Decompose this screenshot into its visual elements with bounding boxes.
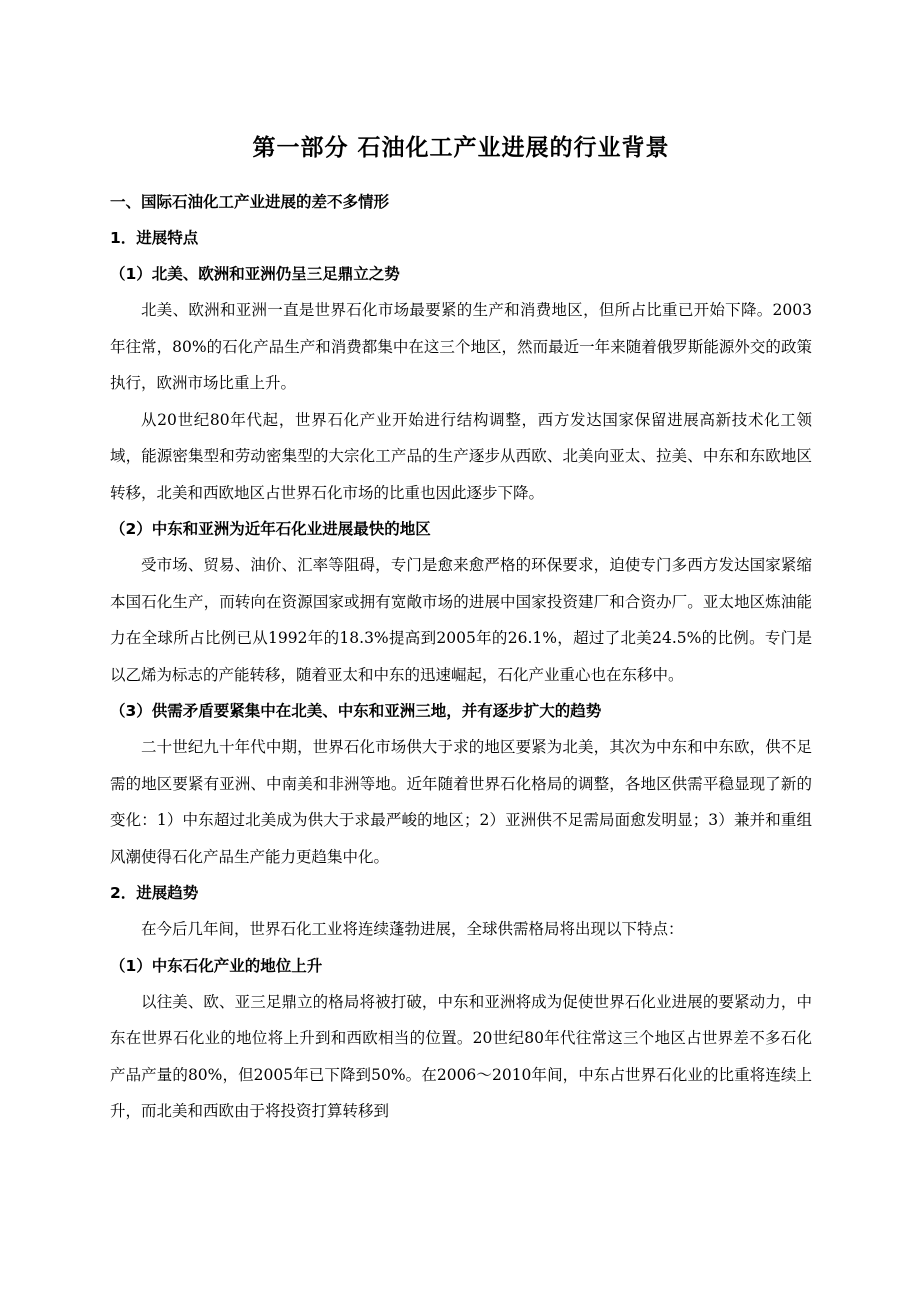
- subsection-heading-features: 1．进展特点: [110, 229, 199, 247]
- paragraph: 受市场、贸易、油价、汇率等阻碍，专门是愈来愈严格的环保要求，迫使专门多西方发达国家紧缩本国石化生产，而转向在资源国家或拥有宽敞市场的进展中国家投资建厂和合资办厂。亚太地区炼油能力在全球所占比例已从1992年的18.3%提高到2005年的26.1%，超过了北美24.5%的比例。专门是以乙烯为标志的产能转移，随着亚太和中东的迅速崛起，石化产业重心也在东移中。: [110, 556, 812, 684]
- point-heading-2: （2）中东和亚洲为近年石化业进展最快的地区: [110, 520, 431, 538]
- paragraph: 北美、欧洲和亚洲一直是世界石化市场最要紧的生产和消费地区，但所占比重已开始下降。2003年往常，80%的石化产品生产和消费都集中在这三个地区，然而最近一年来随着俄罗斯能源外交的政策执行，欧洲市场比重上升。: [110, 301, 812, 392]
- paragraph: 在今后几年间，世界石化工业将连续蓬勃进展，全球供需格局将出现以下特点：: [141, 920, 684, 938]
- subsection-heading-trends: 2．进展趋势: [110, 884, 199, 902]
- section-heading: 一、国际石油化工产业进展的差不多情形: [110, 193, 390, 211]
- trend-heading-1: （1）中东石化产业的地位上升: [110, 956, 323, 975]
- document-page: [110, 128, 812, 1130]
- paragraph: 二十世纪九十年代中期，世界石化市场供大于求的地区要紧为北美，其次为中东和中东欧，供不足需的地区要紧有亚洲、中南美和非洲等地。近年随着世界石化格局的调整，各地区供需平稳显现了新的变化：1）中东超过北美成为供大于求最严峻的地区；2）亚洲供不足需局面愈发明显；3）兼并和重组风潮使得石化产品生产能力更趋集中化。: [110, 738, 812, 866]
- point-heading-3: （3）供需矛盾要紧集中在北美、中东和亚洲三地，并有逐步扩大的趋势: [110, 702, 602, 720]
- point-heading-1: （1）北美、欧洲和亚洲仍呈三足鼎立之势: [110, 265, 400, 283]
- paragraph: 从20世纪80年代起，世界石化产业开始进行结构调整，西方发达国家保留进展高新技术化工领域，能源密集型和劳动密集型的大宗化工产品的生产逐步从西欧、北美向亚太、拉美、中东和东欧地区转移，北美和西欧地区占世界石化市场的比重也因此逐步下降。: [110, 410, 812, 502]
- paragraph: 以往美、欧、亚三足鼎立的格局将被打破，中东和亚洲将成为促使世界石化业进展的要紧动力，中东在世界石化业的地位将上升到和西欧相当的位置。20世纪80年代往常这三个地区占世界差不多石化产品产量的80%，但2005年已下降到50%。在2006～2010年间，中东占世界石化业的比重将连续上升，而北美和西欧由于将投资打算转移到: [110, 992, 812, 1120]
- page-title: 第一部分 石油化工产业进展的行业背景: [252, 135, 670, 161]
